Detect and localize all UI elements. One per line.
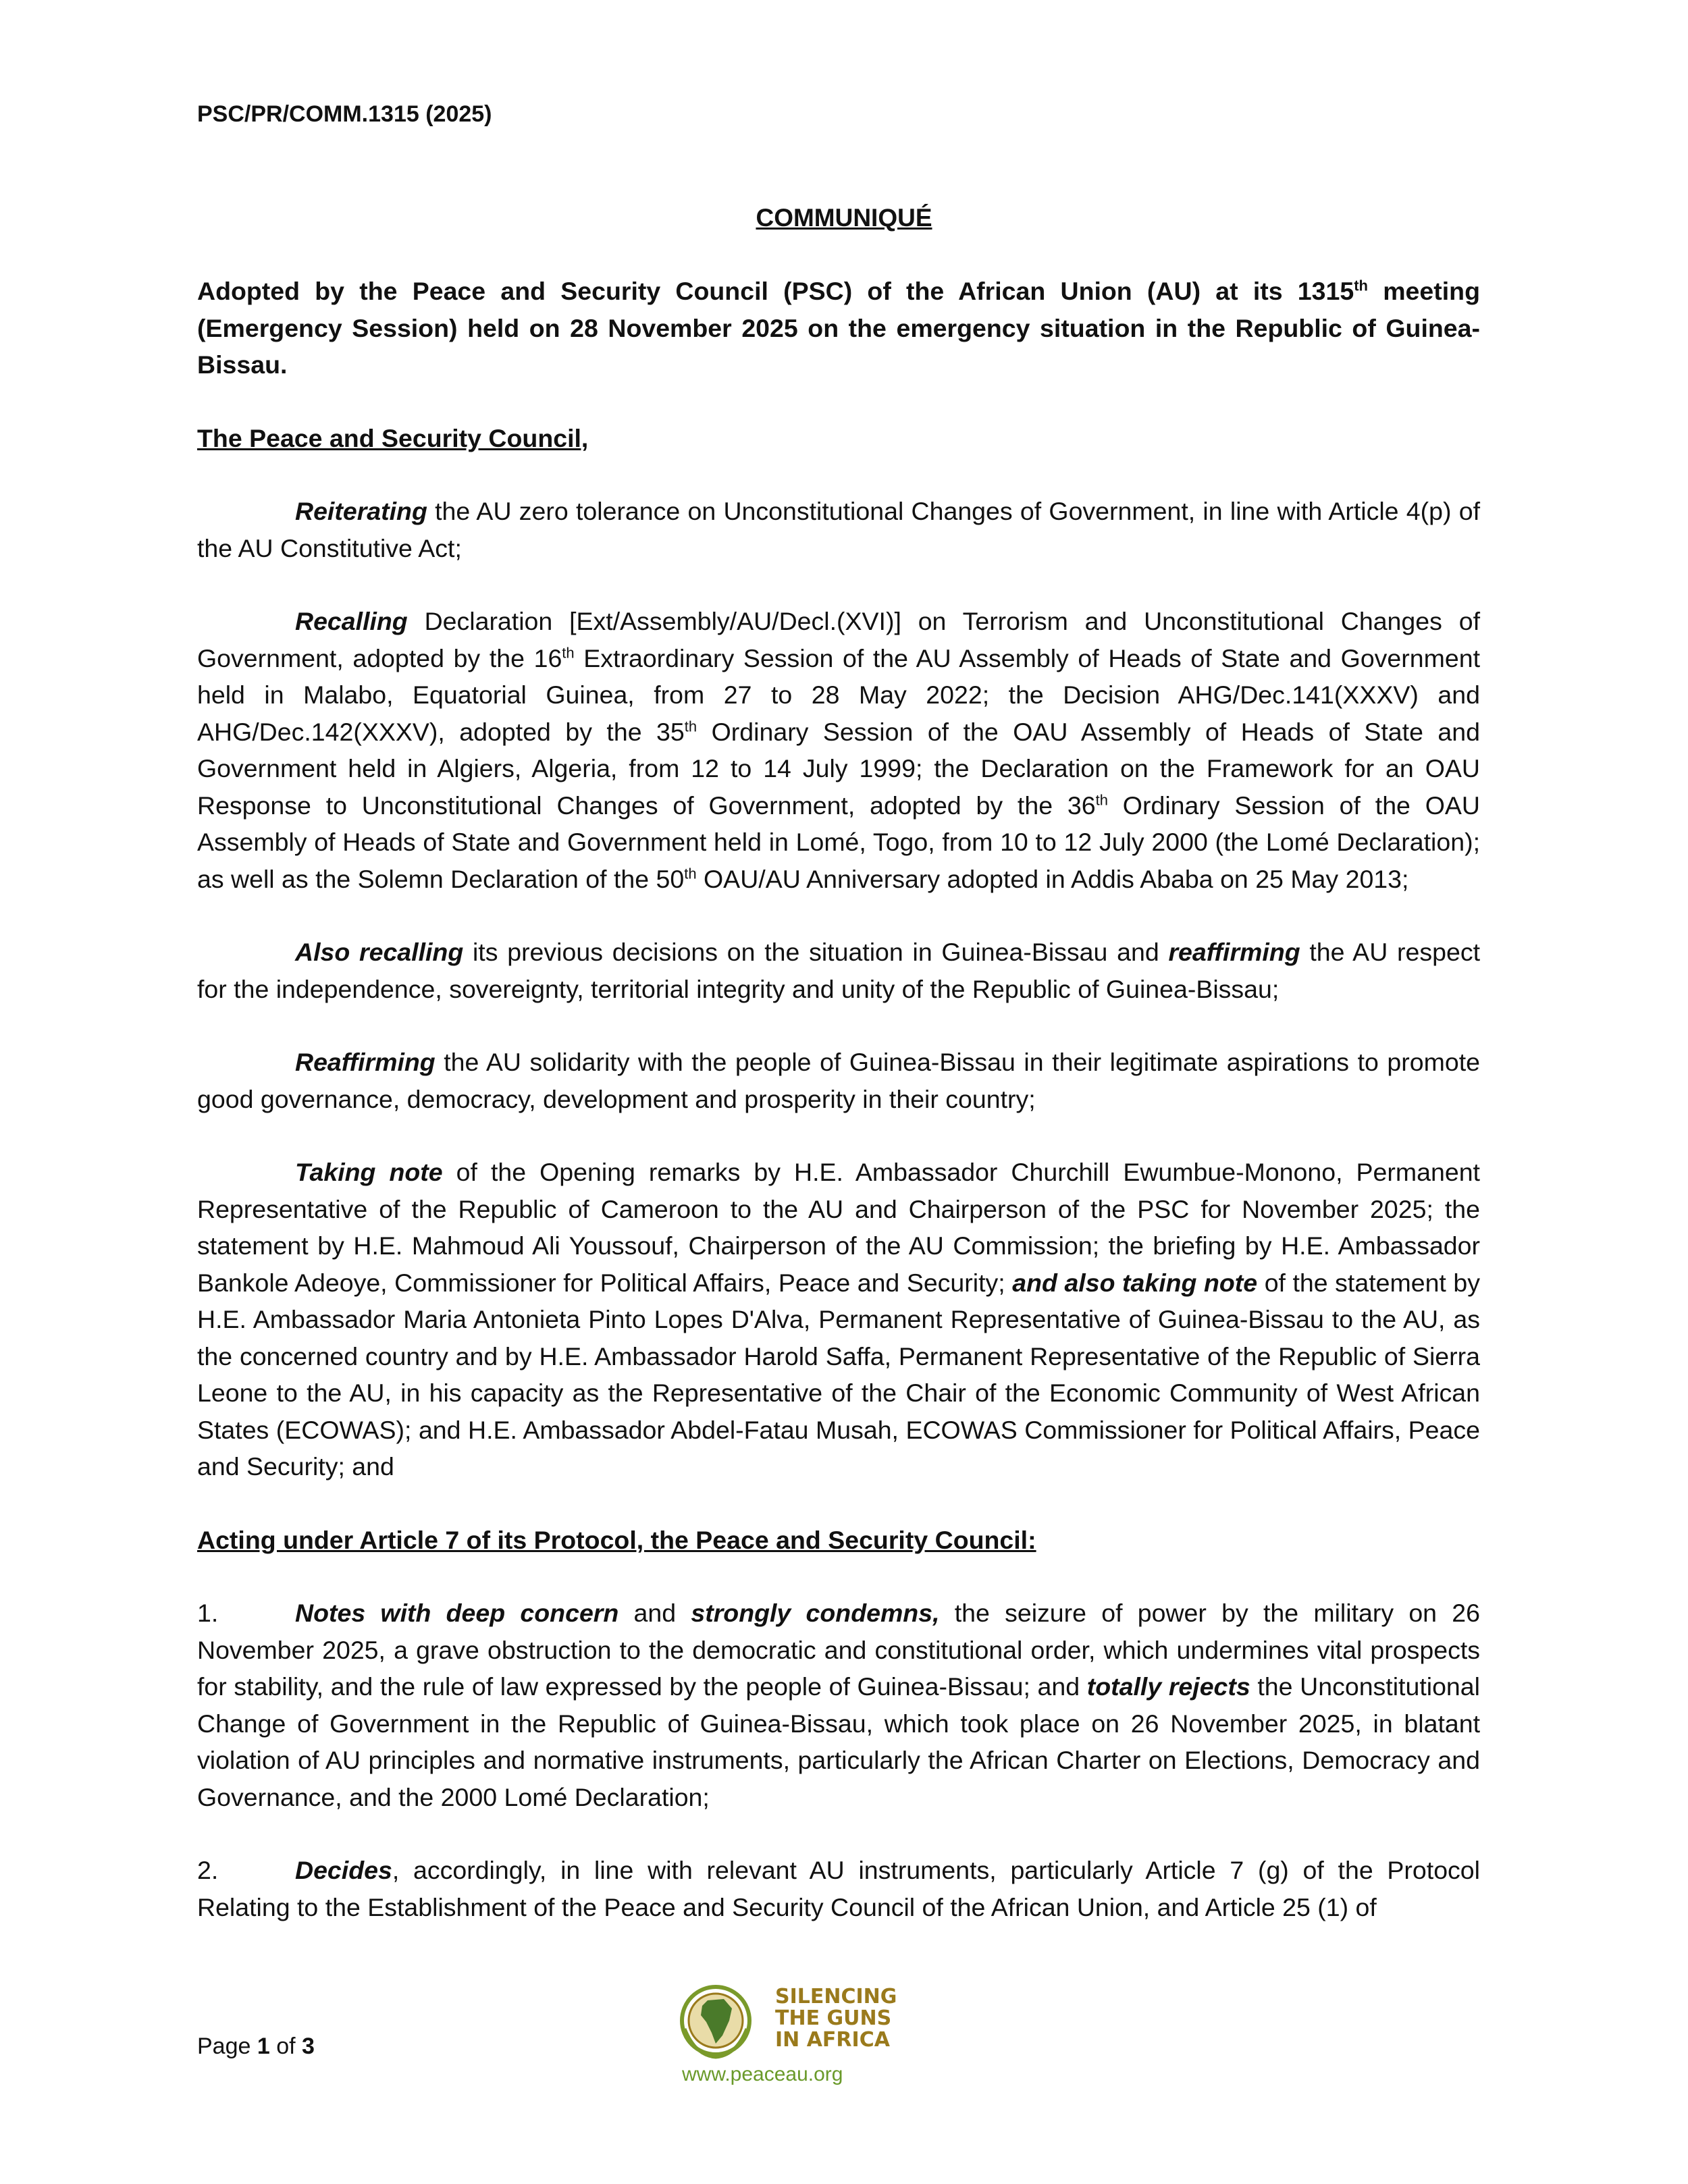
adoption-statement [197, 273, 1480, 383]
paragraph-lead: Also recalling [295, 938, 464, 966]
paragraph-emphasis: reaffirming [1168, 938, 1300, 966]
paragraph-text: its previous decisions on the situation in Guinea-Bissau and [463, 938, 1169, 966]
paragraph-text: the AU respect for the independence, sovereignty, territorial integrity and unity of the Republic of Guinea-Bissau; [197, 938, 1480, 1003]
ordinal-suffix: th [684, 718, 697, 735]
operative-paragraph-2 [197, 1852, 1480, 1925]
document-body [197, 273, 1480, 1962]
paragraph-text: of the statement by H.E. Ambassador Maria Antonieta Pinto Lopes D'Alva, Permanent Representative of Guinea-Bissau to the AU, as the concerned country and by H.E. Ambassador Harold Saffa, Permanent Representative of the Republic of Sierra Leone to the AU, in his capacity as the Representative of the Chair of the Economic Community of West African States (ECOWAS); and H.E. Ambassador Abdel-Fatau Musah, ECOWAS Commissioner for Political Affairs, Peace and Security; and [197, 1268, 1480, 1481]
paragraph-text: Ordinary Session of the OAU Assembly of Heads of State and Government held in Algiers, Algeria, from 12 to 14 July 1999; the Declaration on the Framework for an OAU Response to Unconstitutional Changes of Government, adopted by the 36 [197, 717, 1480, 820]
page-separator: of [269, 2033, 302, 2059]
paragraph-text: the AU zero tolerance on Unconstitutional Changes of Government, in line with Article 4(p) of the AU Constitutive Act; [197, 497, 1480, 562]
logo-line-1: SILENCING [775, 1985, 897, 2008]
paragraph-text: Ordinary Session of the OAU Assembly of Heads of State and Government held in Lomé, Togo, from 10 to 12 July 2000 (the Lomé Declaration); as well as the Solemn Declaration of the 50 [197, 791, 1481, 893]
page-prefix: Page [197, 2033, 257, 2059]
acting-heading: Acting under Article 7 of its Protocol, the Peace and Security Council: [197, 1525, 1036, 1554]
paragraph-lead: Notes with deep concern [295, 1599, 619, 1627]
logo-text [775, 1986, 897, 2051]
paragraph-text: , accordingly, in line with relevant AU instruments, particularly Article 7 (g) of the Protocol Relating to the Establishment of the Peace and Security Council of the African Union, and Article 25 (1) of [197, 1856, 1480, 1921]
paragraph-text: OAU/AU Anniversary adopted in Addis Ababa on 25 May 2013; [696, 864, 1409, 893]
document-title: COMMUNIQUÉ [756, 204, 932, 232]
paragraph-lead: Decides [295, 1856, 392, 1884]
council-heading: The Peace and Security Council, [197, 423, 589, 452]
adoption-text-2: meeting (Emergency Session) held on 28 November 2025 on the emergency situation in the Republic of Guinea-Bissau. [197, 277, 1480, 379]
page-number [197, 2033, 315, 2060]
ordinal-suffix: th [1095, 791, 1108, 808]
paragraph-text: of the Opening remarks by H.E. Ambassador Churchill Ewumbue-Monono, Permanent Representative of the Republic of Cameroon to the AU and Chairperson of the PSC for November 2025; the statement by H.E. Mahmoud Ali Youssouf, Chairperson of the AU Commission; the briefing by H.E. Ambassador Bankole Adeoye, Commissioner for Political Affairs, Peace and Security; [197, 1158, 1480, 1297]
page-current: 1 [257, 2033, 270, 2059]
preamble-paragraph-reiterating [197, 493, 1480, 566]
paragraph-emphasis: strongly condemns, [691, 1599, 940, 1627]
website-link[interactable]: www.peaceau.org [682, 2063, 843, 2085]
paragraph-lead: Taking note [295, 1158, 443, 1186]
ordinal-suffix: th [1354, 277, 1368, 294]
operative-paragraph-1 [197, 1595, 1480, 1815]
paragraph-text: and [618, 1599, 691, 1627]
paragraph-text: the AU solidarity with the people of Guinea-Bissau in their legitimate aspirations to promote good governance, democracy, development and prosperity in their country; [197, 1048, 1480, 1113]
logo-line-3: IN AFRICA [775, 2028, 890, 2052]
preamble-paragraph-recalling [197, 603, 1480, 897]
paragraph-text: the Unconstitutional Change of Government in the Republic of Guinea-Bissau, which took place on 26 November 2025, in blatant violation of AU principles and normative instruments, particularly the African Charter on Elections, Democracy and Governance, and the 2000 Lomé Declaration; [197, 1672, 1480, 1811]
paragraph-text: Declaration [Ext/Assembly/AU/Decl.(XVI)] on Terrorism and Unconstitutional Changes of Government, adopted by the 16 [197, 607, 1480, 672]
adoption-text-1: Adopted by the Peace and Security Council (PSC) of the African Union (AU) at its 1315 [197, 277, 1354, 305]
paragraph-lead: Reiterating [295, 497, 427, 525]
paragraph-text: the seizure of power by the military on 26 November 2025, a grave obstruction to the democratic and constitutional order, which undermines vital prospects for stability, and the rule of law expressed by the people of Guinea-Bissau; and [197, 1599, 1480, 1701]
paragraph-text: Extraordinary Session of the AU Assembly of Heads of State and Government held in Malabo, Equatorial Guinea, from 27 to 28 May 2022; the Decision AHG/Dec.141(XXXV) and AHG/Dec.142(XXXV), adopted by the 35 [197, 643, 1480, 746]
preamble-paragraph-also-recalling [197, 934, 1480, 1007]
logo-line-2: THE GUNS [775, 2006, 892, 2030]
paragraph-lead: Recalling [295, 607, 408, 635]
paragraph-emphasis: and also taking note [1012, 1268, 1258, 1297]
document-reference: PSC/PR/COMM.1315 (2025) [197, 101, 492, 127]
paragraph-number: 1. [197, 1599, 219, 1627]
paragraph-number: 2. [197, 1856, 219, 1884]
paragraph-lead: Reaffirming [295, 1048, 436, 1076]
ordinal-suffix: th [684, 865, 697, 882]
ordinal-suffix: th [562, 644, 575, 661]
paragraph-emphasis: totally rejects [1086, 1672, 1250, 1701]
preamble-paragraph-taking-note [197, 1154, 1480, 1485]
preamble-paragraph-reaffirming [197, 1044, 1480, 1117]
page-total: 3 [302, 2033, 315, 2059]
